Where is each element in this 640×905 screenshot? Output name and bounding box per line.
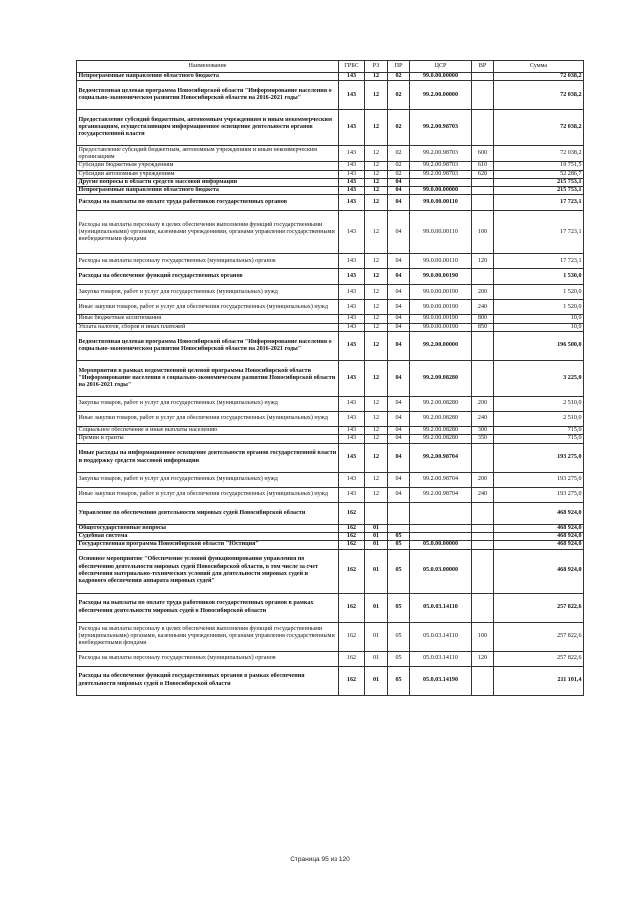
- cell-pr: 02: [388, 73, 410, 81]
- cell-pr: 02: [388, 81, 410, 110]
- cell-sum: 257 822,6: [494, 593, 584, 622]
- cell-sum: 72 038,2: [494, 73, 584, 81]
- cell-name: Управление по обеспечению деятельности мировых судей Новосибирской области: [77, 502, 339, 524]
- cell-grbs: 162: [339, 524, 365, 532]
- cell-name: Предоставление субсидий бюджетным, автономным учреждениям и иным некоммерческим организациям, осуществляющим информационное освещение деятельности органов государственной власти: [77, 110, 339, 146]
- cell-vr: [472, 269, 494, 285]
- cell-csr: 99.0.00.00190: [410, 300, 472, 315]
- cell-name: Субсидии автономным учреждениям: [77, 170, 339, 178]
- cell-grbs: 143: [339, 397, 365, 412]
- cell-grbs: 143: [339, 487, 365, 502]
- cell-rz: 12: [365, 300, 388, 315]
- table-row: [77, 285, 584, 300]
- cell-pr: 04: [388, 254, 410, 269]
- table-row: [77, 269, 584, 285]
- cell-grbs: 162: [339, 666, 365, 695]
- cell-rz: 12: [365, 162, 388, 170]
- cell-rz: 12: [365, 73, 388, 81]
- cell-csr: 05.0.03.14190: [410, 666, 472, 695]
- cell-vr: [472, 541, 494, 549]
- cell-csr: 99.0.00.00190: [410, 315, 472, 323]
- cell-grbs: 162: [339, 593, 365, 622]
- cell-rz: 12: [365, 315, 388, 323]
- cell-vr: [472, 332, 494, 361]
- cell-csr: 99.2.00.08280: [410, 397, 472, 412]
- cell-grbs: 143: [339, 435, 365, 443]
- cell-csr: 99.0.00.00000: [410, 73, 472, 81]
- table-row: [77, 178, 584, 186]
- table-row: [77, 427, 584, 435]
- table-row: [77, 622, 584, 651]
- cell-name: Расходы на выплаты персоналу в целях обеспечения выполнения функций государственными (муниципальными) органами, казенными учреждениями, органами управления государственными внебюджетными фондами: [77, 622, 339, 651]
- cell-pr: 04: [388, 361, 410, 397]
- cell-csr: 99.2.00.08280: [410, 427, 472, 435]
- header-name: Наименование: [77, 61, 339, 73]
- cell-vr: 350: [472, 435, 494, 443]
- cell-sum: 715,0: [494, 427, 584, 435]
- cell-vr: 600: [472, 146, 494, 162]
- cell-name: Мероприятия в рамках ведомственной целевой программы Новосибирской области "Информирование населения о социально-экономическом развитии Новосибирской области на 2016-2021 годы": [77, 361, 339, 397]
- cell-rz: 12: [365, 178, 388, 186]
- cell-csr: 05.0.00.00000: [410, 541, 472, 549]
- cell-name: Ведомственная целевая программа Новосибирской области "Информирование населения о социально-экономическом развитии Новосибирской области на 2016-2021 годы": [77, 332, 339, 361]
- table-row: [77, 81, 584, 110]
- cell-csr: 99.0.00.00000: [410, 187, 472, 195]
- table-row: [77, 300, 584, 315]
- cell-sum: 468 924,0: [494, 524, 584, 532]
- cell-vr: [472, 549, 494, 593]
- cell-csr: [410, 178, 472, 186]
- cell-grbs: 143: [339, 81, 365, 110]
- cell-grbs: 143: [339, 300, 365, 315]
- cell-vr: 240: [472, 412, 494, 427]
- cell-grbs: 143: [339, 178, 365, 186]
- cell-rz: 12: [365, 323, 388, 331]
- cell-name: Иные закупки товаров, работ и услуг для обеспечения государственных (муниципальных) нужд: [77, 412, 339, 427]
- cell-sum: 17 723,1: [494, 254, 584, 269]
- table-row: [77, 162, 584, 170]
- cell-grbs: 143: [339, 170, 365, 178]
- table-row: [77, 487, 584, 502]
- cell-name: Расходы на обеспечение функций государственных органов в рамках обеспечения деятельности мировых судей в Новосибирской области: [77, 666, 339, 695]
- cell-grbs: 143: [339, 195, 365, 211]
- cell-csr: 99.2.00.08280: [410, 361, 472, 397]
- cell-csr: 99.2.00.98704: [410, 487, 472, 502]
- cell-pr: 04: [388, 412, 410, 427]
- cell-pr: 05: [388, 593, 410, 622]
- cell-vr: [472, 593, 494, 622]
- cell-name: Расходы на выплаты персоналу в целях обеспечения выполнения функций государственными (муниципальными) органами, казенными учреждениями, органами управления государственными внебюджетными фондами: [77, 211, 339, 254]
- cell-name: Иные закупки товаров, работ и услуг для обеспечения государственных (муниципальных) нужд: [77, 487, 339, 502]
- cell-csr: [410, 502, 472, 524]
- cell-rz: 01: [365, 666, 388, 695]
- cell-name: Другие вопросы в области средств массовой информации: [77, 178, 339, 186]
- table-row: [77, 170, 584, 178]
- cell-grbs: 143: [339, 332, 365, 361]
- cell-rz: 12: [365, 397, 388, 412]
- cell-csr: 99.2.00.00000: [410, 332, 472, 361]
- cell-csr: 99.0.00.00110: [410, 254, 472, 269]
- cell-csr: 99.2.00.98703: [410, 170, 472, 178]
- cell-rz: 12: [365, 110, 388, 146]
- cell-sum: 257 822,6: [494, 622, 584, 651]
- header-grbs: ГРБС: [339, 61, 365, 73]
- cell-pr: 02: [388, 110, 410, 146]
- cell-rz: 01: [365, 541, 388, 549]
- cell-rz: 12: [365, 332, 388, 361]
- cell-pr: 05: [388, 651, 410, 666]
- cell-rz: 01: [365, 651, 388, 666]
- cell-sum: 19 751,5: [494, 162, 584, 170]
- cell-sum: 1 520,0: [494, 285, 584, 300]
- cell-pr: [388, 502, 410, 524]
- cell-sum: 715,0: [494, 435, 584, 443]
- cell-name: Субсидии бюджетным учреждениям: [77, 162, 339, 170]
- cell-name: Расходы на выплаты по оплате труда работников государственных органов: [77, 195, 339, 211]
- table-row: [77, 443, 584, 472]
- cell-name: Расходы на выплаты персоналу государственных (муниципальных) органов: [77, 651, 339, 666]
- cell-vr: [472, 443, 494, 472]
- cell-rz: 12: [365, 187, 388, 195]
- cell-sum: 215 753,1: [494, 187, 584, 195]
- cell-pr: 04: [388, 187, 410, 195]
- page-number: Страница 95 из 120: [290, 856, 350, 863]
- cell-grbs: 143: [339, 315, 365, 323]
- cell-name: Социальное обеспечение и иные выплаты населению: [77, 427, 339, 435]
- cell-vr: 300: [472, 427, 494, 435]
- header-rz: РЗ: [365, 61, 388, 73]
- cell-sum: 215 753,1: [494, 178, 584, 186]
- cell-grbs: 143: [339, 412, 365, 427]
- header-pr: ПР: [388, 61, 410, 73]
- cell-sum: 468 924,0: [494, 541, 584, 549]
- cell-name: Судебная система: [77, 532, 339, 540]
- cell-sum: 468 924,0: [494, 502, 584, 524]
- header-sum: Сумма: [494, 61, 584, 73]
- table-row: [77, 412, 584, 427]
- cell-pr: 04: [388, 323, 410, 331]
- cell-rz: 12: [365, 285, 388, 300]
- cell-rz: 12: [365, 487, 388, 502]
- cell-name: Основное мероприятие "Обеспечение условий функционирования управления по обеспечению деятельности мировых судей Новосибирской области, в том числе за счет обеспечения материально-технических условий для деятельности мировых судей и кадрового обеспечения аппарата мировых судей": [77, 549, 339, 593]
- cell-csr: 99.0.00.00190: [410, 323, 472, 331]
- budget-table-container: [76, 60, 583, 696]
- cell-sum: 193 275,0: [494, 487, 584, 502]
- cell-grbs: 162: [339, 541, 365, 549]
- cell-grbs: 143: [339, 269, 365, 285]
- table-row: [77, 472, 584, 487]
- cell-vr: [472, 73, 494, 81]
- cell-vr: 620: [472, 170, 494, 178]
- cell-rz: 12: [365, 170, 388, 178]
- cell-grbs: 143: [339, 211, 365, 254]
- cell-grbs: 162: [339, 532, 365, 540]
- cell-pr: 04: [388, 332, 410, 361]
- cell-grbs: 162: [339, 622, 365, 651]
- cell-vr: 120: [472, 651, 494, 666]
- cell-vr: 240: [472, 487, 494, 502]
- cell-csr: 99.2.00.00000: [410, 81, 472, 110]
- cell-rz: 12: [365, 254, 388, 269]
- cell-grbs: 143: [339, 427, 365, 435]
- cell-pr: 04: [388, 472, 410, 487]
- cell-rz: 12: [365, 146, 388, 162]
- cell-sum: 72 038,2: [494, 110, 584, 146]
- cell-name: Закупка товаров, работ и услуг для государственных (муниципальных) нужд: [77, 472, 339, 487]
- cell-name: Непрограммные направления областного бюджета: [77, 187, 339, 195]
- cell-rz: 12: [365, 443, 388, 472]
- header-vr: ВР: [472, 61, 494, 73]
- cell-grbs: 162: [339, 502, 365, 524]
- cell-vr: [472, 361, 494, 397]
- cell-pr: 04: [388, 443, 410, 472]
- cell-sum: 17 723,1: [494, 211, 584, 254]
- cell-sum: 2 510,0: [494, 397, 584, 412]
- table-row: [77, 666, 584, 695]
- cell-csr: 99.2.00.08280: [410, 435, 472, 443]
- cell-grbs: 143: [339, 323, 365, 331]
- cell-vr: [472, 666, 494, 695]
- cell-name: Ведомственная целевая программа Новосибирской области "Информирование населения о социально-экономическом развитии Новосибирской области на 2016-2021 годы": [77, 81, 339, 110]
- budget-table: [76, 60, 584, 696]
- cell-rz: [365, 502, 388, 524]
- cell-sum: 2 510,0: [494, 412, 584, 427]
- cell-vr: [472, 81, 494, 110]
- table-row: [77, 195, 584, 211]
- table-row: [77, 187, 584, 195]
- table-body: [77, 73, 584, 696]
- cell-sum: 257 822,6: [494, 651, 584, 666]
- cell-vr: 610: [472, 162, 494, 170]
- cell-sum: 72 038,2: [494, 81, 584, 110]
- cell-csr: 05.0.03.14110: [410, 593, 472, 622]
- cell-grbs: 143: [339, 110, 365, 146]
- cell-pr: 04: [388, 269, 410, 285]
- cell-name: Закупка товаров, работ и услуг для государственных (муниципальных) нужд: [77, 397, 339, 412]
- cell-pr: 04: [388, 487, 410, 502]
- table-row: [77, 541, 584, 549]
- cell-sum: 17 723,1: [494, 195, 584, 211]
- cell-name: Закупка товаров, работ и услуг для государственных (муниципальных) нужд: [77, 285, 339, 300]
- cell-sum: 1 530,0: [494, 269, 584, 285]
- cell-csr: 99.2.00.98703: [410, 110, 472, 146]
- cell-name: Иные расходы на информационное освещение деятельности органов государственной власти и поддержку средств массовой информации: [77, 443, 339, 472]
- cell-grbs: 143: [339, 146, 365, 162]
- cell-vr: 850: [472, 323, 494, 331]
- cell-grbs: 143: [339, 187, 365, 195]
- cell-rz: 12: [365, 211, 388, 254]
- table-row: [77, 361, 584, 397]
- cell-vr: 120: [472, 254, 494, 269]
- cell-pr: 05: [388, 622, 410, 651]
- cell-vr: [472, 524, 494, 532]
- cell-rz: 12: [365, 435, 388, 443]
- cell-grbs: 143: [339, 285, 365, 300]
- cell-grbs: 162: [339, 549, 365, 593]
- cell-pr: 04: [388, 397, 410, 412]
- cell-name: Расходы на выплаты персоналу государственных (муниципальных) органов: [77, 254, 339, 269]
- cell-sum: 193 275,0: [494, 472, 584, 487]
- cell-vr: [472, 178, 494, 186]
- cell-csr: 99.2.00.98703: [410, 162, 472, 170]
- cell-name: Иные закупки товаров, работ и услуг для обеспечения государственных (муниципальных) нужд: [77, 300, 339, 315]
- cell-vr: [472, 110, 494, 146]
- cell-sum: 10,0: [494, 323, 584, 331]
- cell-sum: 72 038,2: [494, 146, 584, 162]
- cell-grbs: 162: [339, 651, 365, 666]
- cell-sum: 193 275,0: [494, 443, 584, 472]
- cell-pr: 05: [388, 541, 410, 549]
- cell-grbs: 143: [339, 73, 365, 81]
- cell-name: Иные бюджетные ассигнования: [77, 315, 339, 323]
- cell-sum: 3 225,0: [494, 361, 584, 397]
- cell-sum: 52 286,7: [494, 170, 584, 178]
- cell-csr: 99.0.00.00110: [410, 195, 472, 211]
- cell-sum: 10,0: [494, 315, 584, 323]
- cell-grbs: 143: [339, 254, 365, 269]
- cell-pr: 05: [388, 666, 410, 695]
- header-csr: ЦСР: [410, 61, 472, 73]
- cell-csr: 05.0.03.14110: [410, 651, 472, 666]
- table-row: [77, 254, 584, 269]
- table-row: [77, 323, 584, 331]
- cell-sum: 211 101,4: [494, 666, 584, 695]
- cell-pr: 04: [388, 427, 410, 435]
- cell-rz: 01: [365, 524, 388, 532]
- cell-pr: [388, 524, 410, 532]
- cell-pr: 05: [388, 532, 410, 540]
- cell-name: Общегосударственные вопросы: [77, 524, 339, 532]
- cell-vr: [472, 532, 494, 540]
- cell-pr: 02: [388, 162, 410, 170]
- cell-csr: 99.2.00.08280: [410, 412, 472, 427]
- cell-grbs: 143: [339, 361, 365, 397]
- cell-rz: 12: [365, 81, 388, 110]
- cell-pr: 04: [388, 435, 410, 443]
- table-row: [77, 651, 584, 666]
- cell-grbs: 143: [339, 162, 365, 170]
- cell-name: Премии и гранты: [77, 435, 339, 443]
- cell-vr: 800: [472, 315, 494, 323]
- cell-csr: 99.0.00.00190: [410, 269, 472, 285]
- cell-rz: 01: [365, 593, 388, 622]
- table-row: [77, 532, 584, 540]
- cell-csr: 05.0.03.14110: [410, 622, 472, 651]
- table-row: [77, 73, 584, 81]
- table-row: [77, 549, 584, 593]
- cell-vr: [472, 187, 494, 195]
- table-row: [77, 146, 584, 162]
- cell-sum: 196 500,0: [494, 332, 584, 361]
- cell-pr: 02: [388, 146, 410, 162]
- cell-name: Государственная программа Новосибирской области "Юстиция": [77, 541, 339, 549]
- cell-csr: 99.0.00.00110: [410, 211, 472, 254]
- cell-rz: 12: [365, 195, 388, 211]
- table-row: [77, 524, 584, 532]
- table-row: [77, 502, 584, 524]
- cell-name: Расходы на выплаты по оплате труда работников государственных органов в рамках обеспечения деятельности мировых судей в Новосибирской области: [77, 593, 339, 622]
- table-row: [77, 211, 584, 254]
- cell-name: Непрограммные направления областного бюджета: [77, 73, 339, 81]
- cell-vr: 100: [472, 622, 494, 651]
- cell-pr: 04: [388, 211, 410, 254]
- table-header-row: [77, 61, 584, 73]
- table-row: [77, 332, 584, 361]
- cell-sum: 468 924,0: [494, 549, 584, 593]
- cell-grbs: 143: [339, 472, 365, 487]
- cell-vr: [472, 502, 494, 524]
- cell-csr: 99.2.00.98704: [410, 472, 472, 487]
- cell-pr: 05: [388, 549, 410, 593]
- cell-csr: [410, 524, 472, 532]
- table-row: [77, 110, 584, 146]
- cell-sum: 1 520,0: [494, 300, 584, 315]
- cell-name: Предоставление субсидий бюджетным, автономным учреждениям и иным некоммерческим организациям: [77, 146, 339, 162]
- cell-pr: 02: [388, 170, 410, 178]
- cell-csr: 99.2.00.98704: [410, 443, 472, 472]
- cell-pr: 04: [388, 178, 410, 186]
- cell-csr: 99.0.00.00190: [410, 285, 472, 300]
- cell-rz: 01: [365, 532, 388, 540]
- table-row: [77, 315, 584, 323]
- table-row: [77, 435, 584, 443]
- cell-pr: 04: [388, 300, 410, 315]
- cell-vr: 200: [472, 285, 494, 300]
- cell-vr: 200: [472, 472, 494, 487]
- cell-sum: 468 924,0: [494, 532, 584, 540]
- table-row: [77, 593, 584, 622]
- cell-rz: 12: [365, 269, 388, 285]
- cell-pr: 04: [388, 285, 410, 300]
- cell-grbs: 143: [339, 443, 365, 472]
- cell-vr: 200: [472, 397, 494, 412]
- cell-csr: [410, 532, 472, 540]
- cell-vr: 100: [472, 211, 494, 254]
- cell-rz: 12: [365, 412, 388, 427]
- cell-rz: 01: [365, 622, 388, 651]
- cell-pr: 04: [388, 195, 410, 211]
- cell-rz: 12: [365, 472, 388, 487]
- cell-pr: 04: [388, 315, 410, 323]
- cell-rz: 12: [365, 427, 388, 435]
- cell-csr: 05.0.03.00000: [410, 549, 472, 593]
- cell-name: Расходы на обеспечение функций государственных органов: [77, 269, 339, 285]
- cell-vr: [472, 195, 494, 211]
- cell-rz: 12: [365, 361, 388, 397]
- cell-rz: 01: [365, 549, 388, 593]
- cell-vr: 240: [472, 300, 494, 315]
- cell-name: Уплата налогов, сборов и иных платежей: [77, 323, 339, 331]
- cell-csr: 99.2.00.98703: [410, 146, 472, 162]
- table-row: [77, 397, 584, 412]
